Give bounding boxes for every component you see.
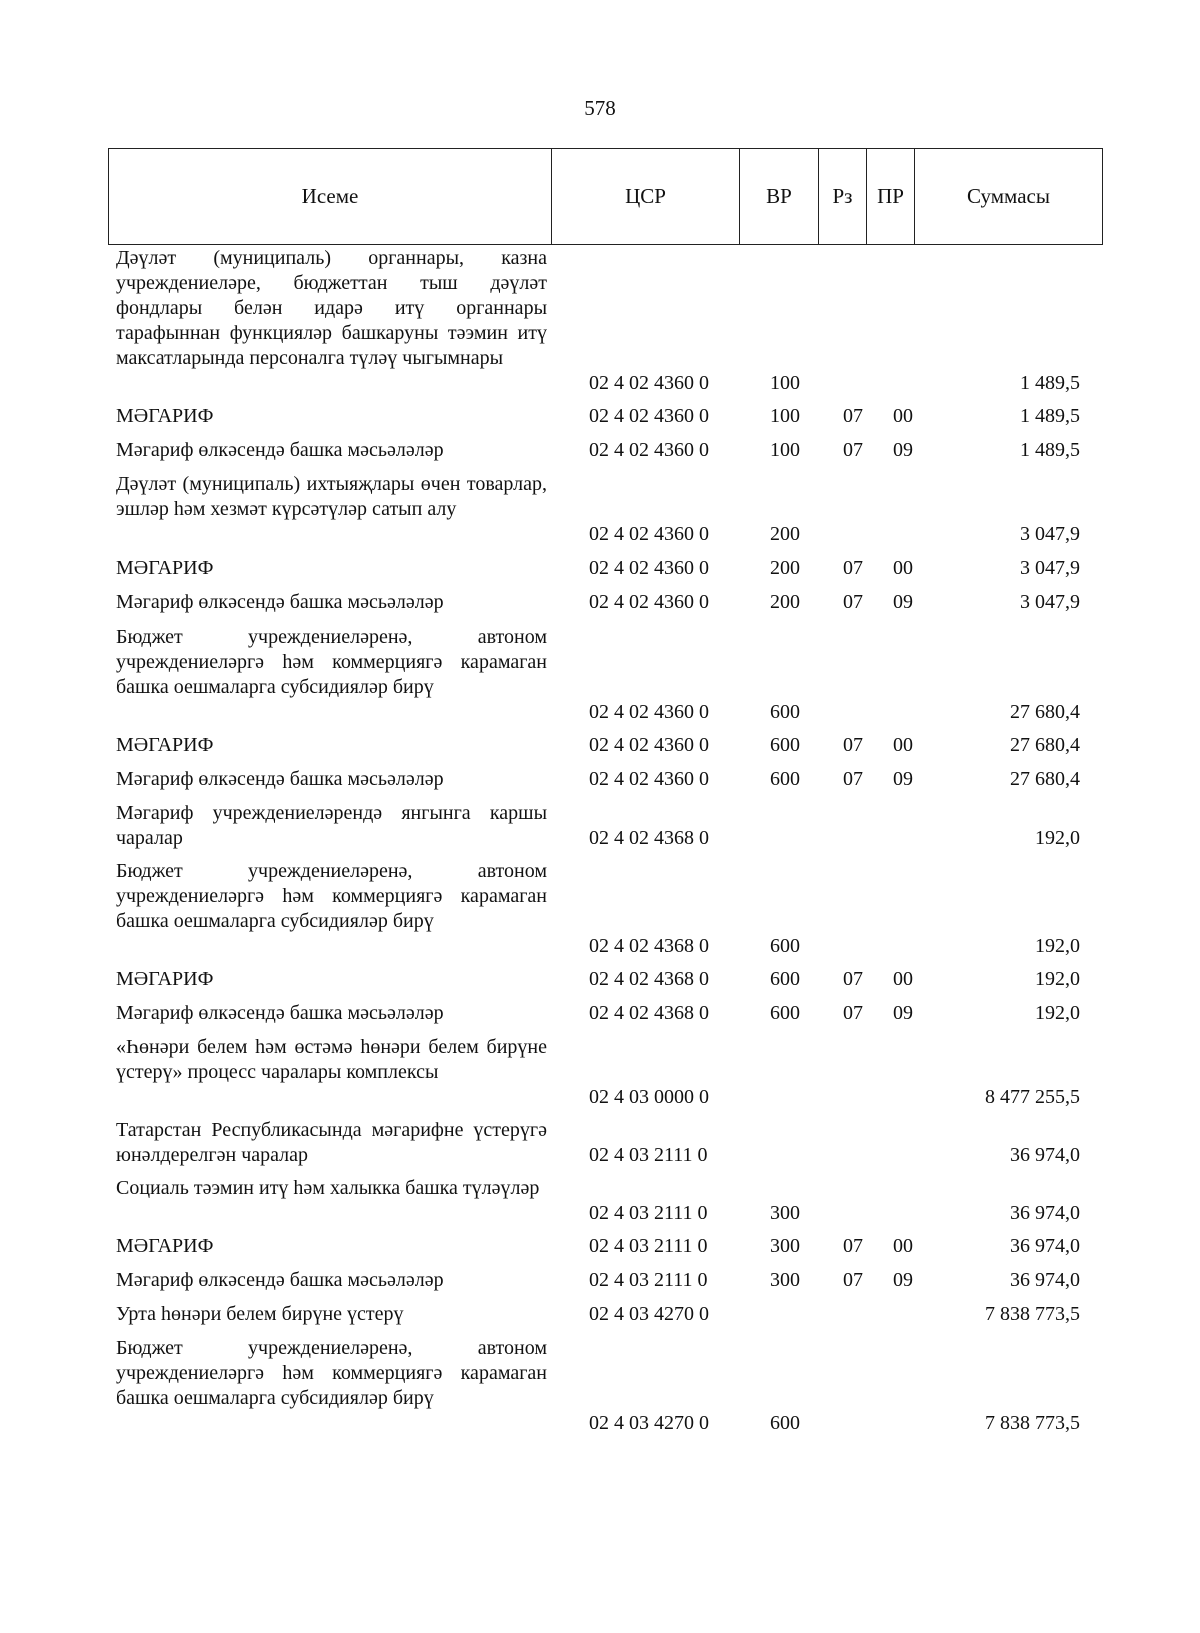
cell-rz: 07 [843,591,863,613]
cell-name: «Һөнәри белем һәм өстәмә һөнәри белем бирүне үстерү» процесс чаралары комплексы [116,1036,547,1083]
cell-name: МӘГАРИФ [116,734,214,756]
cell-name: Дәүләт (муниципаль) органнары, казна учреждениеләре, бюджеттан тыш дәүләт фондлары белән идарә итү органнары тарафыннан функцияләр башкаруны тәэмин итү максатларында персоналга түләү чыгымнары [116,247,547,369]
cell-name: Мәгариф өлкәсендә башка мәсьәләләр [116,591,444,613]
cell-csr: 02 4 02 4368 0 [589,935,709,957]
cell-rz: 07 [843,768,863,790]
cell-pr: 09 [893,439,913,461]
cell-csr: 02 4 03 2111 0 [589,1144,708,1166]
cell-sum: 192,0 [1035,827,1080,849]
table-row [116,472,1116,547]
cell-sum: 36 974,0 [1010,1269,1080,1291]
cell-rz: 07 [843,734,863,756]
cell-name: МӘГАРИФ [116,1235,214,1257]
column-header-sum: Суммасы [915,149,1103,245]
cell-sum: 192,0 [1035,1002,1080,1024]
cell-vr: 100 [770,372,800,394]
table-row [116,246,1116,396]
cell-pr: 09 [893,1269,913,1291]
cell-rz: 07 [843,968,863,990]
table-row [116,625,1116,725]
page-number: 578 [584,96,616,120]
cell-csr: 02 4 03 4270 0 [589,1303,709,1325]
cell-csr: 02 4 02 4360 0 [589,439,709,461]
cell-pr: 00 [893,405,913,427]
column-header-csr: ЦСР [552,149,740,245]
table-row [116,404,1116,429]
cell-name: Мәгариф өлкәсендә башка мәсьәләләр [116,439,444,461]
cell-csr: 02 4 02 4360 0 [589,405,709,427]
cell-sum: 8 477 255,5 [985,1086,1080,1108]
cell-csr: 02 4 02 4360 0 [589,372,709,394]
cell-sum: 3 047,9 [1020,557,1080,579]
table-row [116,1268,1116,1293]
cell-sum: 7 838 773,5 [985,1412,1080,1434]
table-row [116,438,1116,463]
cell-vr: 200 [770,523,800,545]
table-row [116,556,1116,581]
cell-pr: 00 [893,968,913,990]
cell-csr: 02 4 02 4368 0 [589,827,709,849]
cell-vr: 600 [770,935,800,957]
cell-vr: 300 [770,1202,800,1224]
cell-rz: 07 [843,1002,863,1024]
cell-vr: 600 [770,1412,800,1434]
cell-name: Бюджет учреждениеләренә, автоном учреждениеләргә һәм коммерциягә карамаган башка оешмаларга субсидияләр бирү [116,626,547,698]
cell-sum: 36 974,0 [1010,1202,1080,1224]
cell-vr: 200 [770,591,800,613]
cell-csr: 02 4 02 4360 0 [589,701,709,723]
cell-vr: 200 [770,557,800,579]
cell-csr: 02 4 02 4368 0 [589,968,709,990]
table-row [116,801,1116,851]
cell-name: Мәгариф өлкәсендә башка мәсьәләләр [116,1002,444,1024]
cell-csr: 02 4 02 4360 0 [589,734,709,756]
cell-name: Социаль тәэмин итү һәм халыкка башка түләүләр [116,1177,540,1199]
cell-vr: 600 [770,734,800,756]
cell-sum: 3 047,9 [1020,591,1080,613]
cell-sum: 1 489,5 [1020,439,1080,461]
cell-name: Мәгариф өлкәсендә башка мәсьәләләр [116,768,444,790]
cell-sum: 27 680,4 [1010,768,1080,790]
cell-pr: 00 [893,734,913,756]
cell-sum: 36 974,0 [1010,1235,1080,1257]
cell-vr: 600 [770,968,800,990]
table-row [116,1035,1116,1110]
cell-sum: 27 680,4 [1010,701,1080,723]
cell-name: Урта һөнәри белем бирүне үстерү [116,1303,404,1325]
cell-pr: 09 [893,591,913,613]
cell-name: Дәүләт (муниципаль) ихтыяҗлары өчен товарлар, эшләр һәм хезмәт күрсәтүләр сатып алу [116,473,547,520]
table-body [116,246,1116,1436]
cell-vr: 600 [770,1002,800,1024]
table-row [116,1118,1116,1168]
cell-pr: 09 [893,1002,913,1024]
cell-name: Бюджет учреждениеләренә, автоном учреждениеләргә һәм коммерциягә карамаган башка оешмаларга субсидияләр бирү [116,860,547,932]
cell-vr: 300 [770,1235,800,1257]
cell-csr: 02 4 03 0000 0 [589,1086,709,1108]
cell-pr: 00 [893,1235,913,1257]
cell-csr: 02 4 03 4270 0 [589,1412,709,1434]
cell-csr: 02 4 02 4368 0 [589,1002,709,1024]
cell-rz: 07 [843,1235,863,1257]
cell-name: МӘГАРИФ [116,968,214,990]
cell-name: МӘГАРИФ [116,405,214,427]
cell-pr: 00 [893,557,913,579]
table-row [116,1234,1116,1259]
cell-rz: 07 [843,1269,863,1291]
column-header-pr: ПР [867,149,915,245]
table-row [116,1001,1116,1026]
cell-vr: 100 [770,405,800,427]
column-header-vr: ВР [740,149,819,245]
cell-sum: 7 838 773,5 [985,1303,1080,1325]
cell-name: Мәгариф өлкәсендә башка мәсьәләләр [116,1269,444,1291]
cell-vr: 600 [770,701,800,723]
cell-sum: 27 680,4 [1010,734,1080,756]
cell-name: Мәгариф учреждениеләрендә янгынга каршы чаралар [116,802,547,849]
cell-rz: 07 [843,557,863,579]
table-row [116,767,1116,792]
cell-sum: 192,0 [1035,935,1080,957]
cell-sum: 3 047,9 [1020,523,1080,545]
cell-vr: 300 [770,1269,800,1291]
cell-sum: 1 489,5 [1020,372,1080,394]
cell-rz: 07 [843,405,863,427]
column-header-rz: Рз [819,149,867,245]
table-row [116,967,1116,992]
cell-rz: 07 [843,439,863,461]
cell-pr: 09 [893,768,913,790]
cell-csr: 02 4 03 2111 0 [589,1235,708,1257]
table-row [116,1336,1116,1436]
cell-name: Татарстан Республикасында мәгарифне үстерүгә юнәлдерелгән чаралар [116,1119,547,1166]
table-header [108,148,1103,245]
table-row [116,1176,1116,1226]
cell-vr: 100 [770,439,800,461]
table-row [116,590,1116,615]
cell-name: МӘГАРИФ [116,557,214,579]
table-row [116,1302,1116,1327]
table-row [116,733,1116,758]
cell-vr: 600 [770,768,800,790]
table-row [116,859,1116,959]
cell-csr: 02 4 02 4360 0 [589,523,709,545]
column-header-name: Исеме [109,149,552,245]
cell-csr: 02 4 03 2111 0 [589,1269,708,1291]
cell-csr: 02 4 02 4360 0 [589,768,709,790]
cell-sum: 192,0 [1035,968,1080,990]
cell-sum: 36 974,0 [1010,1144,1080,1166]
cell-csr: 02 4 03 2111 0 [589,1202,708,1224]
cell-csr: 02 4 02 4360 0 [589,557,709,579]
cell-sum: 1 489,5 [1020,405,1080,427]
cell-name: Бюджет учреждениеләренә, автоном учреждениеләргә һәм коммерциягә карамаган башка оешмаларга субсидияләр бирү [116,1337,547,1409]
cell-csr: 02 4 02 4360 0 [589,591,709,613]
